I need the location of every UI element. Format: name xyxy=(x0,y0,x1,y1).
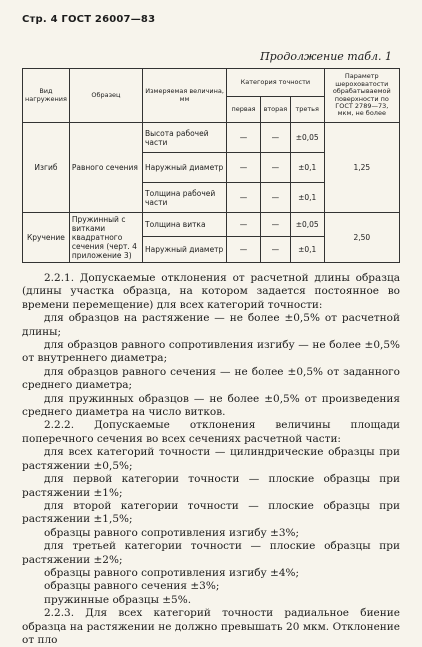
tolerance-table xyxy=(22,68,400,263)
cell-second: — xyxy=(260,153,290,183)
paragraph: 2.2.3. Для всех категорий точности радиальное биение образца на растяжении не должно превышать 20 мкм. Отклонение от пло xyxy=(22,607,400,646)
cell-first: — xyxy=(227,237,261,263)
header-accuracy-category: Категория точности xyxy=(227,69,324,97)
cell-third: ±0,05 xyxy=(290,123,324,153)
cell-roughness: 2,50 xyxy=(324,213,399,263)
cell-first: — xyxy=(227,123,261,153)
paragraph: для образцов равного сопротивления изгибу — не более ±0,5% от внутреннего диаметра; xyxy=(22,339,400,365)
header-load-type: Вид нагружения xyxy=(23,69,70,123)
cell-measured: Наружный диаметр xyxy=(142,237,226,263)
paragraph: образцы равного сопротивления изгибу ±4%; xyxy=(44,566,300,579)
cell-sample: Равного сечения xyxy=(69,123,142,213)
header-roughness-param: Параметр шероховатости обрабатываемой поверхности по ГОСТ 2789—73, мкм, не более xyxy=(324,69,399,123)
cell-first: — xyxy=(227,213,261,237)
paragraph: 2.2.2. Допускаемые отклонения величины площади поперечного сечения во всех сечениях расчетной части: xyxy=(22,419,400,445)
cell-third: ±0,1 xyxy=(290,183,324,213)
paragraph: для образцов на растяжение — не более ±0,5% от расчетной длины; xyxy=(22,312,400,338)
paragraph: для третьей категории точности — плоские образцы при растяжении ±2%; xyxy=(22,540,400,566)
table-row xyxy=(23,213,400,237)
paragraph: для образцов равного сечения — не более ±0,5% от заданного среднего диаметра; xyxy=(22,365,400,392)
cell-load-type: Изгиб xyxy=(23,123,70,213)
cell-third: ±0,1 xyxy=(290,153,324,183)
header-first: первая xyxy=(227,97,261,123)
cell-first: — xyxy=(227,153,261,183)
header-second: вторая xyxy=(260,97,290,123)
header-sample: Образец xyxy=(69,69,142,123)
table-continuation-label: Продолжение табл. 1 xyxy=(260,50,392,63)
cell-roughness: 1,25 xyxy=(324,123,399,213)
paragraph: для всех категорий точности — цилиндрические образцы при растяжении ±0,5%; xyxy=(22,446,400,472)
cell-second: — xyxy=(260,123,290,153)
cell-third: ±0,1 xyxy=(290,237,324,263)
table-row xyxy=(23,123,400,153)
cell-measured: Толщина рабочей части xyxy=(142,183,226,213)
cell-measured: Наружный диаметр xyxy=(142,153,226,183)
paragraph: образцы равного сопротивления изгибу ±3%; xyxy=(44,526,300,539)
paragraph: для второй категории точности — плоские образцы при растяжении ±1,5%; xyxy=(22,499,400,526)
cell-third: ±0,05 xyxy=(290,213,324,237)
cell-second: — xyxy=(260,213,290,237)
cell-second: — xyxy=(260,237,290,263)
paragraph: для первой категории точности — плоские образцы при растяжении ±1%; xyxy=(22,473,400,499)
cell-sample: Пружинный с витками квадратного сечения (черт. 4 приложение 3) xyxy=(69,213,142,263)
paragraph: 2.2.1. Допускаемые отклонения от расчетной длины образца (длины участка образца, на котором задается постоянное во времени перемещение) для всех категорий точности: xyxy=(22,272,400,311)
paragraph: для пружинных образцов — не более ±0,5% от произведения среднего диаметра на число витков. xyxy=(22,392,400,419)
paragraph: пружинные образцы ±5%. xyxy=(44,593,192,606)
cell-measured: Высота рабочей части xyxy=(142,123,226,153)
cell-second: — xyxy=(260,183,290,213)
paragraph: образцы равного сечения ±3%; xyxy=(44,580,220,593)
header-measured-value: Измеряемая величина, мм xyxy=(142,69,226,123)
page-header: Стр. 4 ГОСТ 26007—83 xyxy=(22,14,156,25)
body-text xyxy=(22,272,400,647)
cell-first: — xyxy=(227,183,261,213)
cell-load-type: Кручение xyxy=(23,213,70,263)
cell-measured: Толщина витка xyxy=(142,213,226,237)
header-third: третья xyxy=(290,97,324,123)
